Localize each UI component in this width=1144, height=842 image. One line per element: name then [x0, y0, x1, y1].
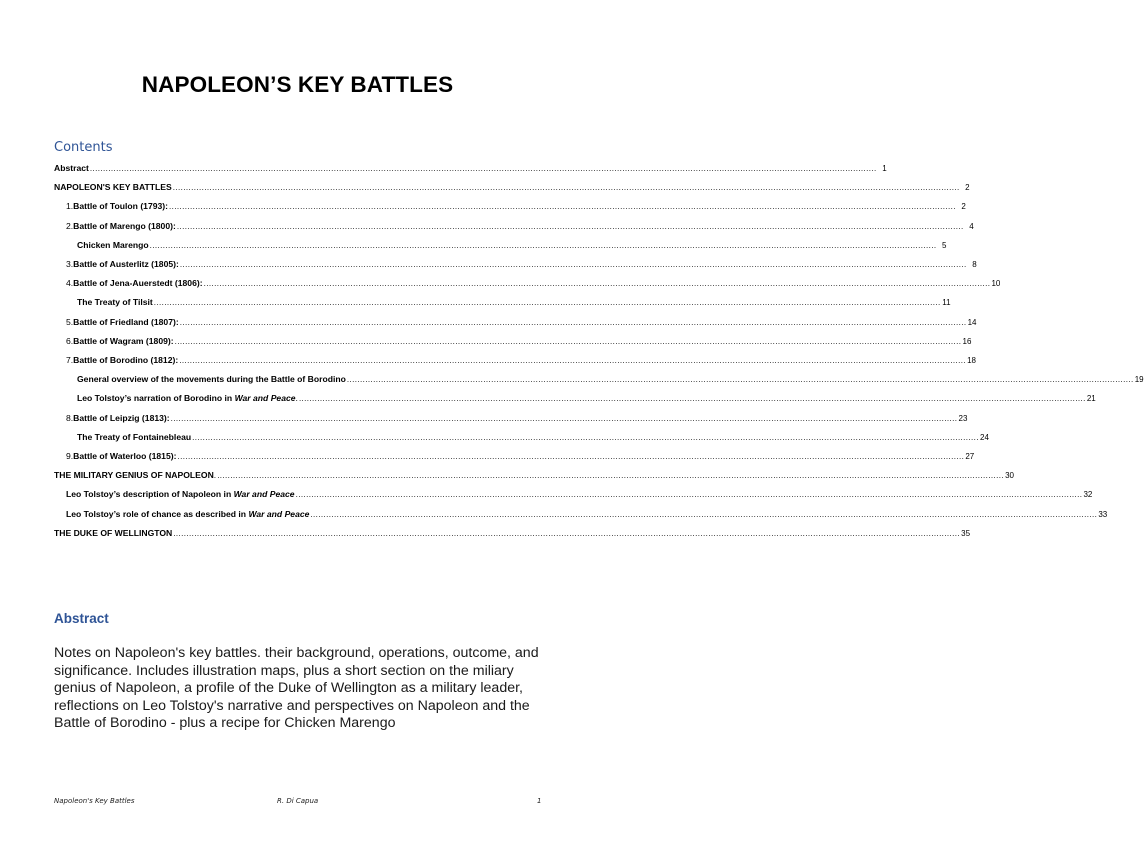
toc-dot-leader: ............................................................................................................................................................................................................................................................................................................ — [298, 394, 1086, 404]
toc-dot-leader: ............................................................................................................................................................................................................................................................................................................ — [173, 528, 961, 538]
toc-entry[interactable] — [66, 505, 1108, 519]
toc-entry-number: 8. — [66, 412, 74, 423]
toc-entry[interactable] — [66, 217, 974, 231]
toc-entry-page: 14 — [967, 317, 977, 327]
toc-entry[interactable] — [77, 389, 1096, 404]
toc-entry-label: Battle of Austerlitz (1805): — [73, 259, 179, 269]
toc-dot-leader: ............................................................................................................................................................................................................................................................................................................ — [149, 240, 937, 250]
toc-entry-page: 11 — [942, 298, 951, 308]
footer-author: R. Di Capua — [277, 797, 319, 805]
toc-entry-page: 5 — [941, 240, 947, 250]
toc-dot-leader: ............................................................................................................................................................................................................................................................................................................ — [89, 164, 877, 173]
toc-dot-leader: ............................................................................................................................................................................................................................................................................................................ — [310, 509, 1098, 519]
toc-entry-label: Battle of Toulon (1793): — [73, 201, 169, 212]
toc-dot-leader: ............................................................................................................................................................................................................................................................................................................ — [217, 471, 1004, 481]
toc-entry-italic-title: War and Peace — [234, 393, 296, 404]
toc-entry-number: 7. — [66, 355, 74, 365]
toc-entry-number: 3. — [66, 259, 74, 269]
toc-entry[interactable] — [54, 524, 971, 538]
toc-entry[interactable] — [77, 293, 951, 308]
toc-entry-label: Abstract — [54, 163, 89, 173]
toc-entry-page: 35 — [961, 528, 971, 538]
toc-dot-leader: ............................................................................................................................................................................................................................................................................................................ — [295, 490, 1083, 500]
toc-entry-page: 2 — [961, 202, 966, 212]
toc-entry-label: NAPOLEON'S KEY BATTLES — [54, 182, 172, 193]
toc-dot-leader: ............................................................................................................................................................................................................................................................................................................ — [192, 432, 979, 442]
toc-entry[interactable] — [54, 178, 970, 193]
toc-entry[interactable] — [77, 370, 1144, 385]
toc-entry-label: Battle of Borodino (1812): — [73, 355, 179, 365]
toc-dot-leader: ............................................................................................................................................................................................................................................................................................................ — [179, 317, 967, 327]
toc-entry-page: 23 — [958, 413, 968, 423]
toc-dot-leader: ............................................................................................................................................................................................................................................................................................................ — [170, 413, 958, 423]
toc-entry-label: General overview of the movements during the Battle of Borodino — [77, 374, 346, 385]
toc-dot-leader: ............................................................................................................................................................................................................................................................................................................ — [179, 260, 967, 269]
toc-entry-page: 1 — [882, 164, 887, 173]
toc-entry-page: 16 — [962, 336, 972, 346]
toc-entry-label: Battle of Leipzig (1813): — [73, 412, 170, 423]
footer-page-number: 1 — [537, 797, 542, 805]
toc-entry[interactable] — [66, 274, 1001, 289]
toc-entry-number: 9. — [66, 451, 74, 461]
footer-left: Napoleon's Key Battles — [54, 797, 135, 805]
toc-dot-leader: ............................................................................................................................................................................................................................................................................................................ — [169, 202, 956, 212]
toc-entry-label: Leo Tolstoy’s description of Napoleon in War and Peace — [66, 489, 295, 500]
abstract-heading: Abstract — [54, 611, 109, 626]
toc-dot-leader: ............................................................................................................................................................................................................................................................................................................ — [153, 298, 941, 308]
toc-dot-leader: ............................................................................................................................................................................................................................................................................................................ — [177, 452, 965, 461]
toc-entry-number: 6. — [66, 335, 74, 346]
document-title: NAPOLEON’S KEY BATTLES — [141, 72, 454, 97]
toc-entry-page: 8 — [972, 260, 977, 269]
toc-entry-italic-title: War and Peace — [233, 489, 295, 500]
toc-dot-leader: ............................................................................................................................................................................................................................................................................................................ — [179, 356, 967, 365]
toc-entry-number: 5. — [66, 316, 74, 327]
toc-entry[interactable] — [66, 255, 977, 269]
toc-entry[interactable] — [66, 447, 975, 461]
toc-dot-leader: ............................................................................................................................................................................................................................................................................................................ — [176, 221, 964, 231]
toc-entry-page: 18 — [967, 356, 977, 365]
toc-entry[interactable] — [54, 159, 887, 173]
toc-entry-page: 19 — [1134, 375, 1144, 385]
toc-entry-label: The Treaty of Tilsit — [77, 297, 153, 308]
toc-entry[interactable] — [66, 409, 968, 423]
toc-heading: Contents — [54, 140, 113, 155]
toc-entry-number: 2. — [66, 220, 74, 231]
toc-dot-leader: ............................................................................................................................................................................................................................................................................................................ — [172, 183, 960, 193]
toc-entry[interactable] — [66, 313, 977, 327]
toc-entry-label: Leo Tolstoy’s narration of Borodino in War and Peace. — [77, 393, 298, 404]
toc-entry-page: 32 — [1083, 490, 1093, 500]
toc-entry-number: 1. — [66, 201, 74, 212]
toc-entry-label: THE MILITARY GENIUS OF NAPOLEON. — [54, 470, 217, 481]
toc-entry-italic-title: War and Peace — [248, 508, 310, 519]
toc-entry-label: THE DUKE OF WELLINGTON — [54, 527, 173, 538]
toc-entry[interactable] — [66, 197, 966, 212]
toc-entry[interactable] — [54, 466, 1014, 481]
toc-entry-page: 33 — [1098, 509, 1108, 519]
toc-dot-leader: ............................................................................................................................................................................................................................................................................................................ — [174, 336, 962, 346]
toc-entry[interactable] — [77, 428, 989, 442]
toc-entry-label: Battle of Marengo (1800): — [73, 220, 176, 231]
toc-entry-label: Leo Tolstoy’s role of chance as described in War and Peace — [66, 508, 310, 519]
toc-entry[interactable] — [66, 351, 977, 365]
toc-entry-label: Chicken Marengo — [77, 239, 149, 250]
toc-entry-label: Battle of Friedland (1807): — [73, 316, 179, 327]
toc-entry-page: 27 — [965, 452, 975, 461]
toc-entry[interactable] — [66, 332, 972, 346]
toc-entry-label: Battle of Wagram (1809): — [73, 335, 174, 346]
toc-entry-number: 4. — [66, 278, 74, 289]
toc-entry[interactable] — [66, 485, 1093, 500]
toc-entry-page: 24 — [980, 432, 989, 442]
toc-entry-label: The Treaty of Fontainebleau — [77, 431, 192, 442]
toc-entry[interactable] — [77, 236, 947, 250]
toc-entry-label: Battle of Waterloo (1815): — [73, 451, 177, 461]
toc-entry-page: 4 — [969, 221, 974, 231]
toc-entry-page: 30 — [1005, 471, 1014, 481]
toc-entry-page: 21 — [1086, 394, 1096, 404]
toc-entry-label: Battle of Jena-Auerstedt (1806): — [73, 278, 203, 289]
toc-dot-leader: ............................................................................................................................................................................................................................................................................................................ — [203, 279, 991, 289]
abstract-body: Notes on Napoleon's key battles. their background, operations, outcome, and significance. Includes illustration maps, plus a short section on the miliary genius of Napoleon, a profile of the Duke of Wellington as a military leader, reflections on Leo Tolstoy's narrative and perspectives on Napoleon and the Battle of Borodino - plus a recipe for Chicken Marengo — [54, 645, 539, 731]
toc-entry-page: 10 — [991, 279, 1001, 289]
toc-entry-page: 2 — [965, 183, 970, 193]
toc-dot-leader: ............................................................................................................................................................................................................................................................................................................ — [346, 375, 1134, 385]
